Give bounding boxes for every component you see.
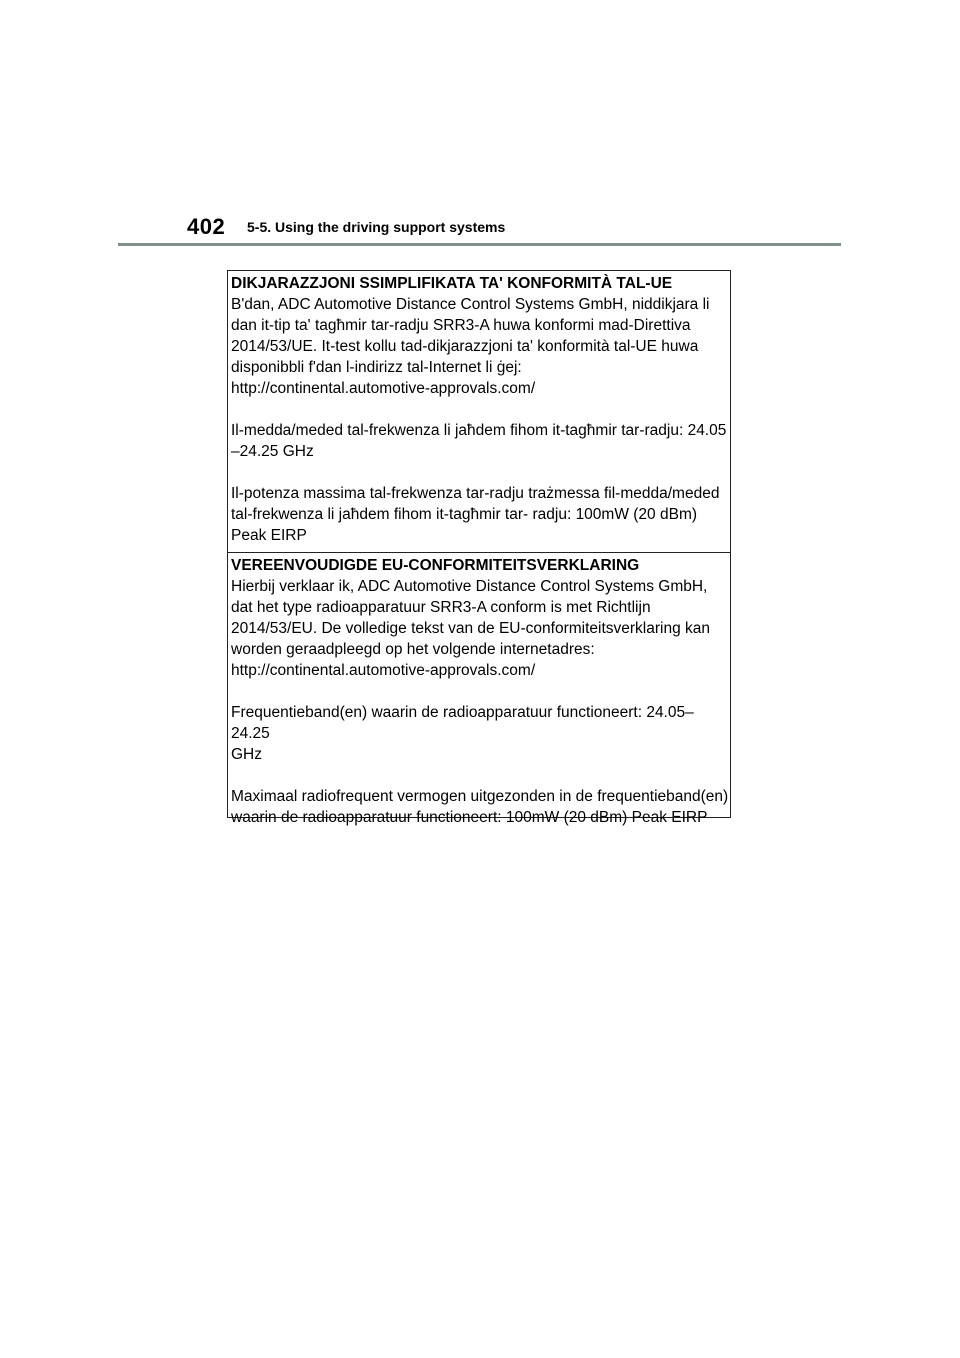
- declaration-dutch-heading: VEREENVOUDIGDE EU-CONFORMITEITSVERKLARING: [231, 557, 640, 574]
- declaration-maltese-paragraph-1: B'dan, ADC Automotive Distance Control Systems GmbH, niddikjara li dan it-tip ta' tagħmir tar-radju SRR3-A huwa konformi mad-Direttiva 2014/53/UE. It-test kollu tad-dikjarazzjoni ta' konformità tal-UE huwa disponibbli f'dan l-indirizz tal-Internet li ġej: http://continental.automotive-approvals.com/: [231, 296, 710, 397]
- declaration-box: [227, 270, 731, 826]
- declaration-maltese-heading: DIKJARAZZJONI SSIMPLIFIKATA TA' KONFORMITÀ TAL-UE: [231, 275, 673, 292]
- declaration-dutch-paragraph-1: Hierbij verklaar ik, ADC Automotive Distance Control Systems GmbH, dat het type radioapparatuur SRR3-A conform is met Richtlijn 2014/53/EU. De volledige tekst van de EU-conformiteitsverklaring kan worden geraadpleegd op het volgende internetadres: http://continental.automotive-approvals.com/: [231, 578, 711, 679]
- declaration-maltese-paragraph-3: Il-potenza massima tal-frekwenza tar-radju trażmessa fil-medda/meded tal-frekwenza li jaħdem fihom it-tagħmir tar- radju: 100mW (20 dBm) Peak EIRP: [231, 485, 720, 544]
- declaration-dutch: [228, 552, 730, 826]
- page-number: 402: [187, 214, 226, 239]
- header-divider: [118, 243, 841, 246]
- declaration-maltese-paragraph-2: Il-medda/meded tal-frekwenza li jaħdem fihom it-tagħmir tar-radju: 24.05 –24.25 GHz: [231, 422, 727, 460]
- section-title: 5-5. Using the driving support systems: [247, 219, 506, 235]
- declaration-dutch-paragraph-2: Frequentieband(en) waarin de radioapparatuur functioneert: 24.05–24.25 GHz: [231, 704, 694, 763]
- declaration-maltese: [228, 271, 730, 552]
- declaration-dutch-paragraph-3: Maximaal radiofrequent vermogen uitgezonden in de frequentieband(en) waarin de radioapparatuur functioneert: 100mW (20 dBm) Peak EIRP: [231, 788, 729, 826]
